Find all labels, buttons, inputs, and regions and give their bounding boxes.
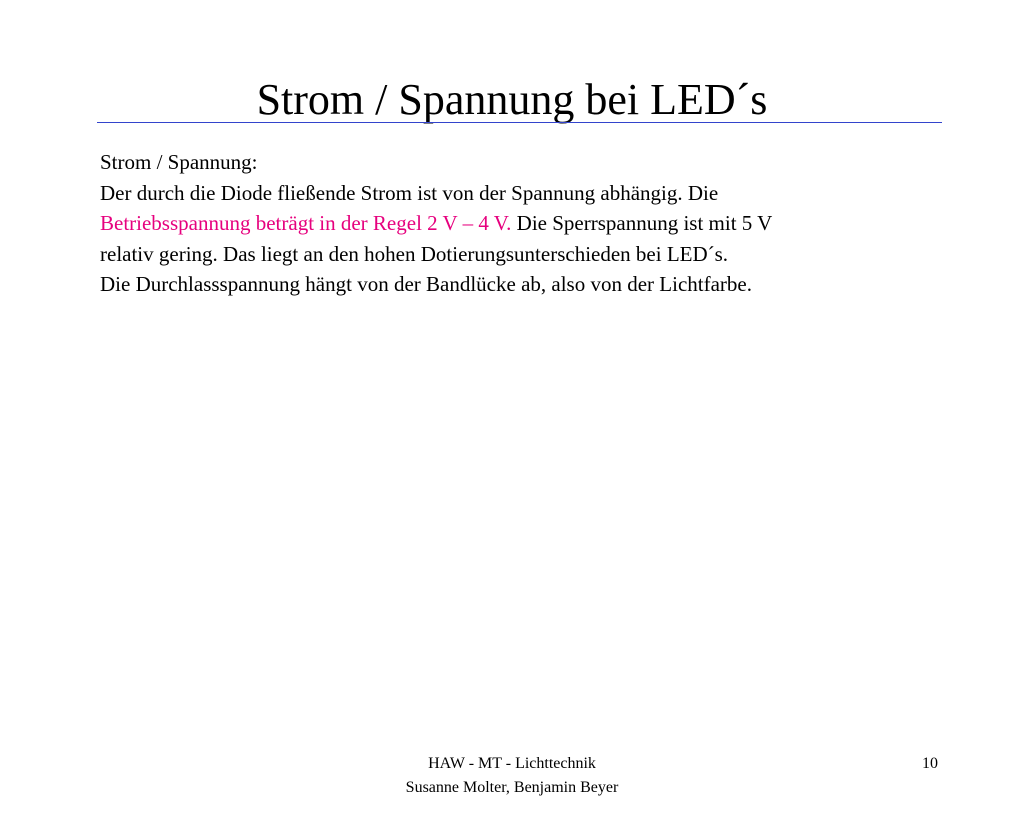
footer-course: HAW - MT - Lichttechnik <box>428 755 596 772</box>
body-line-2-rest: Die Sperrspannung ist mit 5 V <box>511 211 773 235</box>
body-line-2 <box>100 208 930 239</box>
body-line-1: Der durch die Diode fließende Strom ist von der Spannung abhängig. Die <box>100 180 719 205</box>
title-divider <box>97 122 942 123</box>
body-heading: Strom / Spannung: <box>100 150 258 174</box>
slide-footer <box>0 752 1024 800</box>
slide-body <box>100 147 930 300</box>
slide-title: Strom / Spannung bei LED´s <box>256 75 768 124</box>
highlighted-text: Betriebsspannung beträgt in der Regel 2 V – 4 V. <box>100 211 512 235</box>
body-line-4: Die Durchlassspannung hängt von der Bandlücke ab, also von der Lichtfarbe. <box>100 272 752 296</box>
page-number: 10 <box>922 755 938 772</box>
footer-authors: Susanne Molter, Benjamin Beyer <box>405 779 619 796</box>
body-line-3: relativ gering. Das liegt an den hohen Dotierungsunterschieden bei LED´s. <box>100 241 729 266</box>
